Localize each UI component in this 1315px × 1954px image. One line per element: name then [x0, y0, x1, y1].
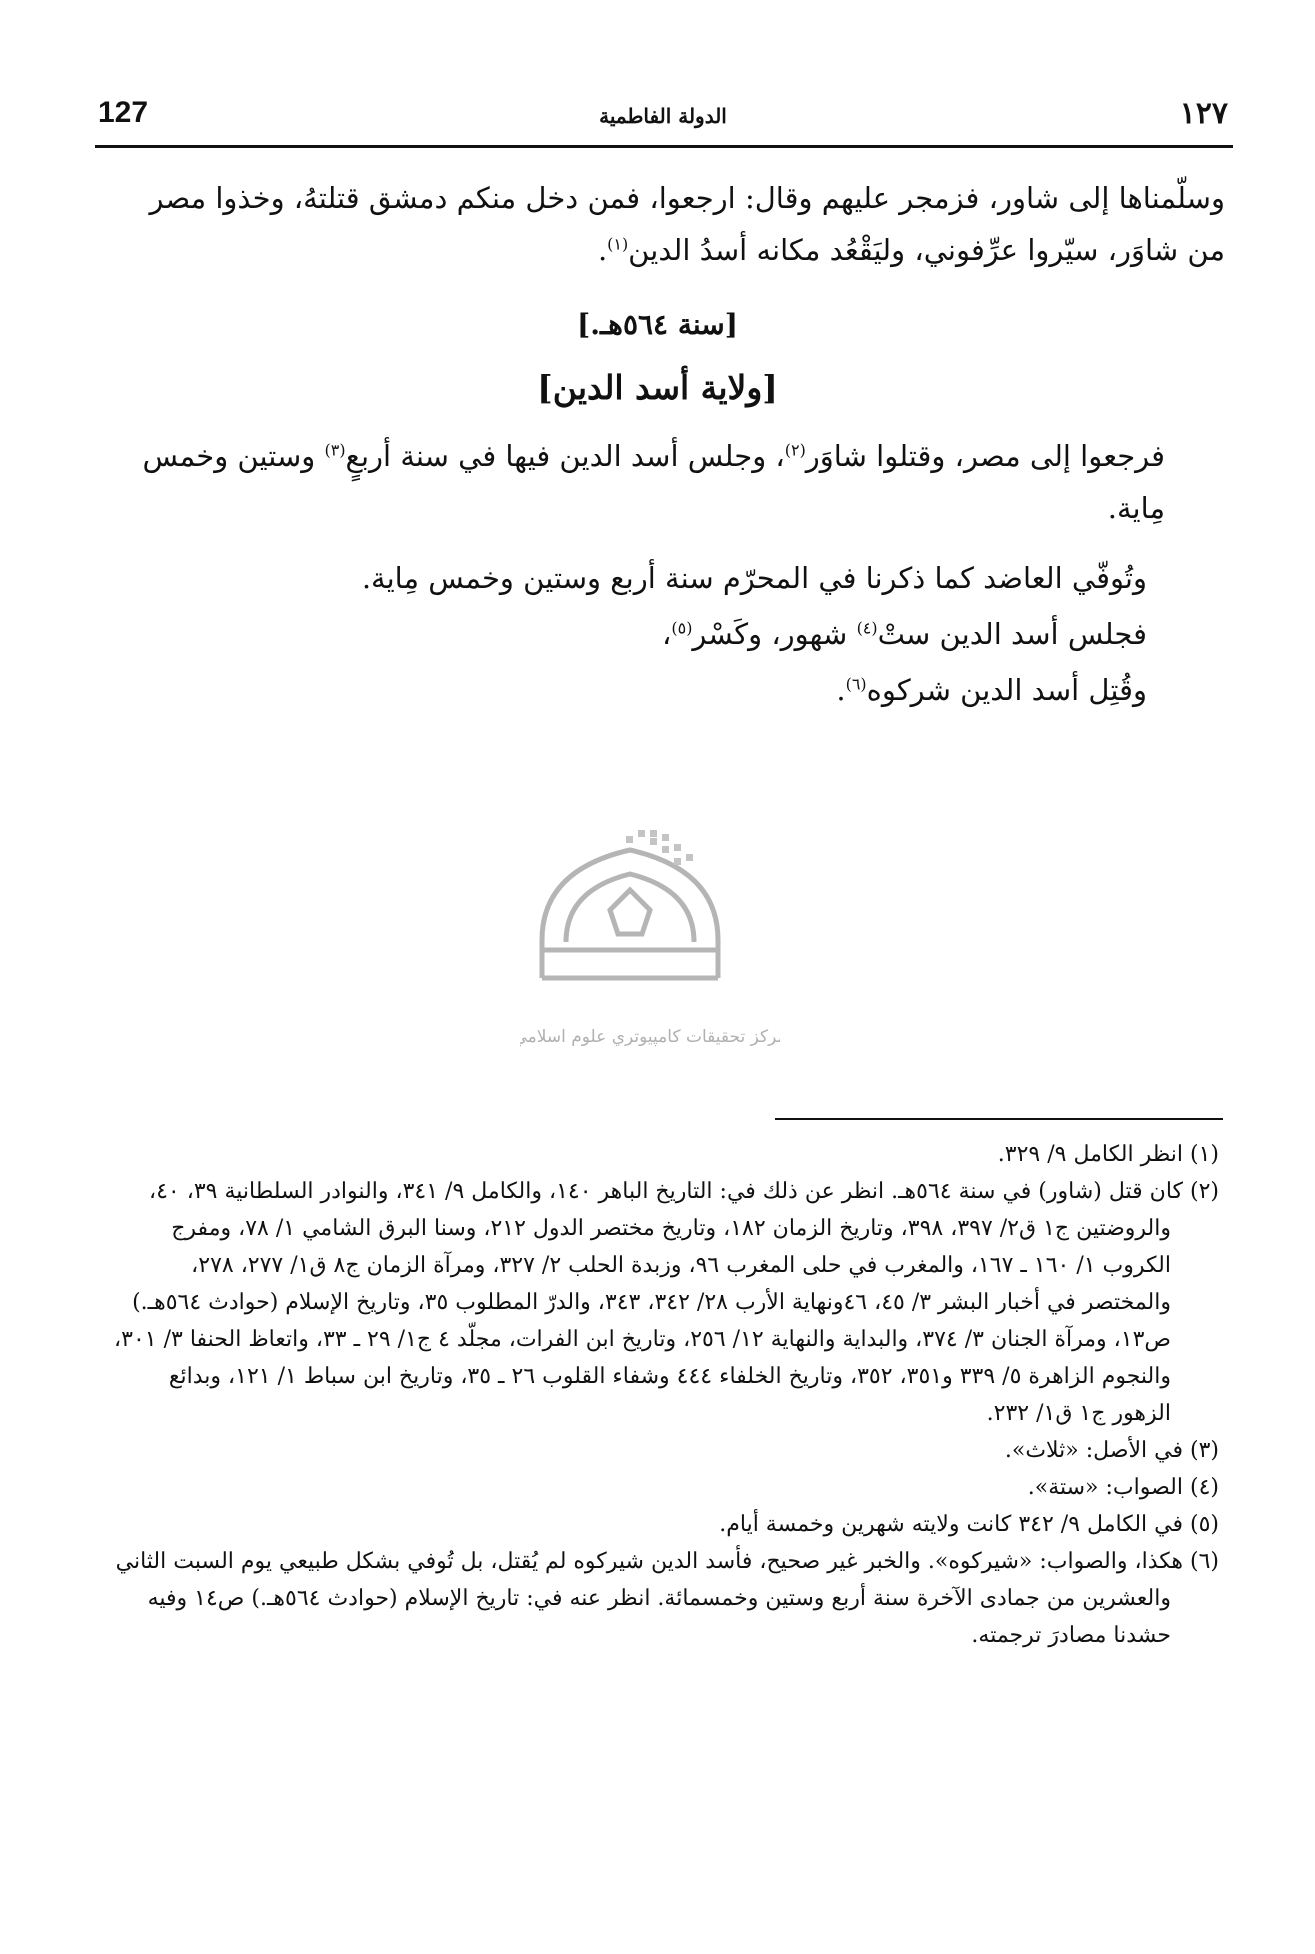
line-5-end: .: [836, 673, 846, 707]
footnote-4: (٤) الصواب: «ستة».: [1027, 1475, 1219, 1500]
footnote-1: (١) انظر الكامل ٩/ ٣٢٩.: [997, 1142, 1219, 1167]
paragraph-1-text: وسلّمناها إلى شاور، فزمجر عليهم وقال: ارجعوا، فمن دخل منكم دمشق قتلتهُ، وخذوا مصر من شاوَر، سيّروا عرِّفوني، وليَقْعُد مكانه أسدُ الدين: [149, 181, 1225, 267]
page-number-arabic: ١٢٧: [1179, 96, 1228, 131]
year-heading: [سنة ٥٦٤هـ.]: [576, 308, 738, 341]
line-5: [110, 662, 1147, 718]
paragraph-1-end: .: [597, 233, 608, 267]
page-number-latin: 127: [98, 96, 149, 129]
line-4-part-1: فجلس أسد الدين ستْ: [877, 617, 1147, 651]
paragraph-2-part-1: فرجعوا إلى مصر، وقتلوا شاوَر: [805, 439, 1165, 473]
footnote-rule: [775, 1118, 1223, 1120]
watermark-caption: مركز تحقيقات كامپيوتري علوم اسلامي: [520, 1027, 780, 1047]
footnote-2: (٢) كان قتل (شاور) في سنة ٥٦٤هـ. انظر عن ذلك في: التاريخ الباهر ١٤٠، والكامل ٩/ ٣٤١، والنوادر السلطانية ٣٩، ٤٠، والروضتين ج١ ق٢/ ٣٩٧، ٣٩٨، وتاريخ الزمان ١٨٢، وتاريخ مختصر الدول ٢١٢، وسنا البرق الشامي ١/ ٧٨، ومفرج الكروب ١/ ١٦٠ ـ ١٦٧، والمغرب في حلى المغرب ٩٦، وزبدة الحلب ٢/ ٣٢٧، ومرآة الزمان ج٨ ق١/ ٢٧٧، ٢٧٨، والمختصر في أخبار البشر ٣/ ٤٥، ٤٦ونهاية الأرب ٢٨/ ٣٤٢، ٣٤٣، والدرّ المطلوب ٣٥، وتاريخ الإسلام (حوادث ٥٦٤هـ.) ص١٣، ومرآة الجنان ٣/ ٣٧٤، والبداية والنهاية ١٢/ ٢٥٦، وتاريخ ابن الفرات، مجلّد ٤ ج١/ ٢٩ ـ ٣٣، واتعاظ الحنفا ٣/ ٣٠١، والنجوم الزاهرة ٥/ ٣٣٩ و٣٥١، ٣٥٢، وتاريخ الخلفاء ٤٤٤ وشفاء القلوب ٢٦ ـ ٣٥، وتاريخ ابن سباط ١/ ١٢١، وبدائع الزهور ج١ ق١/ ٢٣٢.: [114, 1179, 1219, 1426]
paragraph-1: [110, 172, 1225, 276]
footnote-5: (٥) في الكامل ٩/ ٣٤٢ كانت ولايته شهرين وخمسة أيام.: [719, 1512, 1219, 1537]
footnote-6: (٦) هكذا، والصواب: «شيركوه». والخبر غير صحيح، فأسد الدين شيركوه لم يُقتل، بل تُوفي بشكل طبيعي يوم السبت الثاني والعشرين من جمادى الآخرة سنة أربع وستين وخمسمائة. انظر عنه في: تاريخ الإسلام (حوادث ٥٦٤هـ.) ص١٤ وفيه حشدنا مصادرَ ترجمته.: [115, 1549, 1219, 1648]
line-3: وتُوفّي العاضد كما ذكرنا في المحرّم سنة أربع وستين وخمس مِاية.: [361, 561, 1147, 595]
paragraph-2-part-2: ، وجلس أسد الدين فيها في سنة أربعٍ: [345, 439, 785, 473]
footnote-ref-1: (١): [607, 234, 629, 254]
footnotes: [108, 1136, 1219, 1654]
footnote-3: (٣) في الأصل: «ثلاث».: [1004, 1438, 1219, 1463]
line-5-text: وقُتِل أسد الدين شركوه: [866, 673, 1147, 707]
footnote-ref-4: (٤): [856, 618, 878, 638]
line-4: [110, 606, 1147, 662]
footnote-ref-2: (٢): [784, 440, 806, 460]
footnote-ref-6: (٦): [845, 674, 867, 694]
running-title: الدولة الفاطمية: [599, 104, 727, 128]
watermark: [520, 830, 780, 1070]
short-lines: [110, 550, 1147, 718]
section-heading: [ولاية أسد الدين]: [537, 368, 778, 407]
watermark-emblem-icon: [520, 830, 780, 1070]
footnote-ref-5: (٥): [671, 618, 693, 638]
header-rule: [95, 145, 1233, 148]
footnote-ref-3: (٣): [324, 440, 346, 460]
line-4-part-3: ،: [662, 617, 672, 651]
paragraph-2-part-3: وستين وخمس مِاية.: [142, 439, 1165, 525]
running-header: [98, 92, 1228, 142]
line-4-part-2: شهور، وكَسْر: [692, 617, 857, 651]
paragraph-2: [110, 430, 1225, 534]
